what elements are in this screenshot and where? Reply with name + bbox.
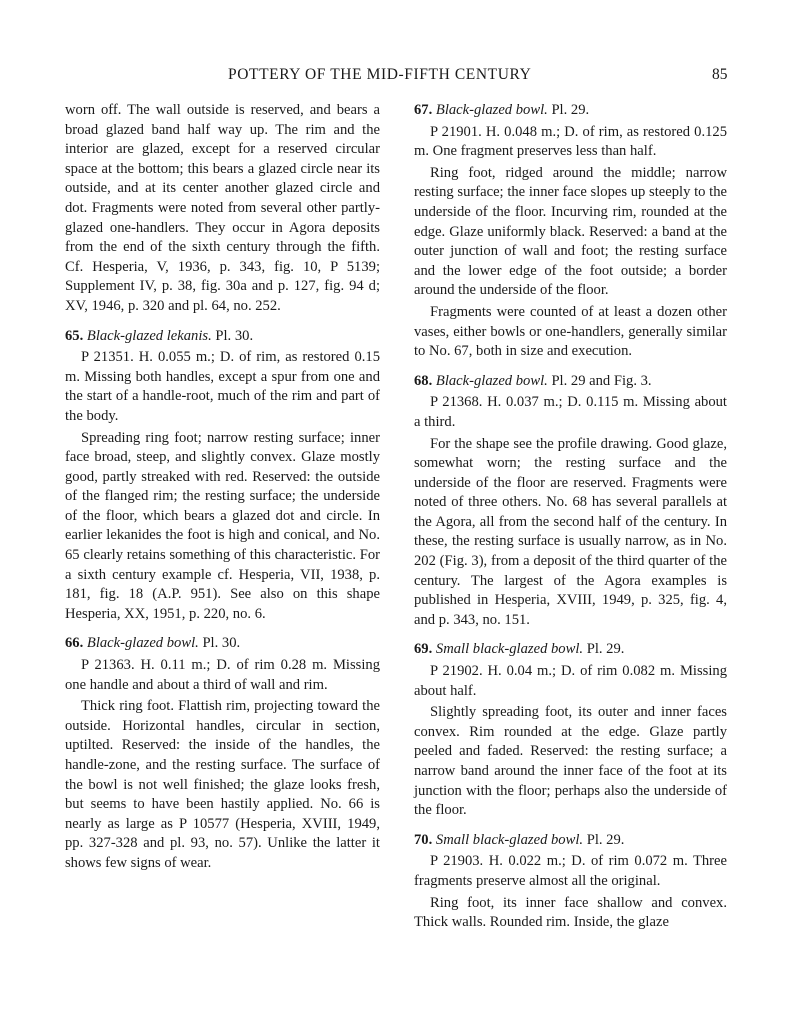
entry-paragraph: Ring foot, ridged around the middle; narrow resting surface; the inner face slopes up steeply to the underside of the floor. Incurving rim, rounded at the edge. Glaze uniformly black. Reserved: a band at the outer junction of wall and foot; the resting surface and the lower edge of the foot outside; a border around the underside of the floor. [414, 164, 727, 299]
entry-plate: Pl. 29. [586, 641, 625, 658]
entry-number: 68. [414, 372, 433, 389]
entry-paragraph: Slightly spreading foot, its outer and inner faces convex. Rim rounded at the edge. Glaze partly peeled and faded. Reserved: the resting surface; a narrow band around the inner face of the foot at its junction with the floor; perhaps also the underside of the floor. [414, 704, 727, 819]
entry-title: Black-glazed lekanis. [86, 327, 212, 344]
entry-title: Black-glazed bowl. [435, 372, 548, 389]
left-column [65, 101, 380, 874]
right-column [414, 101, 727, 933]
running-title: POTTERY OF THE MID-FIFTH CENTURY [228, 66, 532, 83]
entry-number: 66. [65, 635, 84, 652]
entry-paragraph: P 21901. H. 0.048 m.; D. of rim, as restored 0.125 m. One fragment preserves less than half. [414, 123, 727, 160]
entry-paragraph: Fragments were counted of at least a dozen other vases, either bowls or one-handlers, generally similar to No. 67, both in size and execution. [414, 303, 727, 360]
entry-heading [414, 640, 727, 660]
entry-title: Small black-glazed bowl. [435, 831, 584, 848]
entry-heading [65, 634, 380, 654]
entry-plate: Pl. 29. [586, 831, 625, 848]
entry-plate: Pl. 30. [202, 635, 241, 652]
entry-paragraph: P 21368. H. 0.037 m.; D. 0.115 m. Missing about a third. [414, 394, 727, 430]
entry-paragraph: P 21902. H. 0.04 m.; D. of rim 0.082 m. Missing about half. [414, 663, 727, 699]
entry-heading [65, 327, 380, 347]
entry-heading [414, 101, 727, 121]
page-number: 85 [712, 66, 728, 83]
entry-plate: Pl. 29. [551, 102, 590, 118]
entry-70 [414, 831, 727, 933]
entry-paragraph: Thick ring foot. Flattish rim, projecting toward the outside. Horizontal handles, circular in section, uptilted. Reserved: the inside of the handles, the handle-zone, and the resting surface. The surface of the bowl is not well finished; the glaze looks fresh, but seems to have been hastily applied. No. 66 is nearly as large as P 10577 (Hesperia, XVIII, 1949, pp. 327-328 and pl. 93, no. 57). Unlike the latter it shows few signs of wear. [65, 698, 380, 871]
entry-number: 65. [65, 327, 84, 344]
entry-paragraph: P 21363. H. 0.11 m.; D. of rim 0.28 m. Missing one handle and about a third of wall and rim. [65, 657, 380, 693]
entry-title: Small black-glazed bowl. [435, 641, 584, 658]
entry-paragraph: P 21351. H. 0.055 m.; D. of rim, as restored 0.15 m. Missing both handles, except a spur from one and the start of a handle-root, much of the rim and part of the body. [65, 349, 380, 424]
entry-67 [414, 101, 727, 362]
entry-number: 67. [414, 102, 433, 118]
entry-69 [414, 640, 727, 820]
entry-plate: Pl. 30. [215, 327, 254, 344]
entry-title: Black-glazed bowl. [86, 635, 199, 652]
entry-title: Black-glazed bowl. [435, 102, 548, 118]
entry-paragraph: Ring foot, its inner face shallow and convex. Thick walls. Rounded rim. Inside, the glaze [414, 894, 727, 931]
continuation-paragraph: worn off. The wall outside is reserved, and bears a broad glazed band half way up. The rim and the interior are glazed, except for a reserved circular space at the bottom; this bears a glazed circle near its outside, and at its center another glazed circle and dot. Fragments were noted from several other partly-glazed one-handlers. They occur in Agora deposits from the end of the sixth century through the fifth. Cf. Hesperia, V, 1936, p. 343, fig. 10, P 5139; Supplement IV, p. 38, fig. 30a and p. 127, fig. 94 d; XV, 1946, p. 320 and pl. 64, no. 252. [65, 102, 380, 314]
entry-paragraph: P 21903. H. 0.022 m.; D. of rim 0.072 m. Three fragments preserve almost all the original. [414, 853, 727, 889]
entry-heading [414, 831, 727, 851]
entry-plate: Pl. 29 and Fig. 3. [551, 372, 652, 389]
entry-paragraph: For the shape see the profile drawing. Good glaze, somewhat worn; the resting surface and the underside of the floor are reserved. Fragments were noted of three others. No. 68 has several parallels at the Agora, all from the second half of the century. In these, the resting surface is usually narrow, as in No. 202 (Fig. 3), from a deposit of the third quarter of the century. The largest of the Agora examples is published in Hesperia, XVIII, 1949, p. 325, fig. 4, and p. 343, no. 151. [414, 435, 727, 628]
entry-number: 70. [414, 831, 433, 848]
entry-68 [414, 372, 727, 631]
entry-65 [65, 327, 380, 625]
entry-heading [414, 372, 727, 392]
entry-number: 69. [414, 641, 433, 658]
entry-paragraph: Spreading ring foot; narrow resting surface; inner face broad, steep, and slightly convex. Glaze mostly good, partly streaked with red. Reserved: the outside of the flanged rim; the resting surface; the underside of the floor, which bears a glazed dot and circle. In earlier lekanides the foot is high and conical, and No. 65 clearly retains something of this characteristic. For a sixth century example cf. Hesperia, VII, 1938, p. 181, fig. 18 (A.P. 951). See also on this shape Hesperia, XX, 1951, p. 220, no. 6. [65, 429, 380, 622]
entry-66 [65, 634, 380, 873]
